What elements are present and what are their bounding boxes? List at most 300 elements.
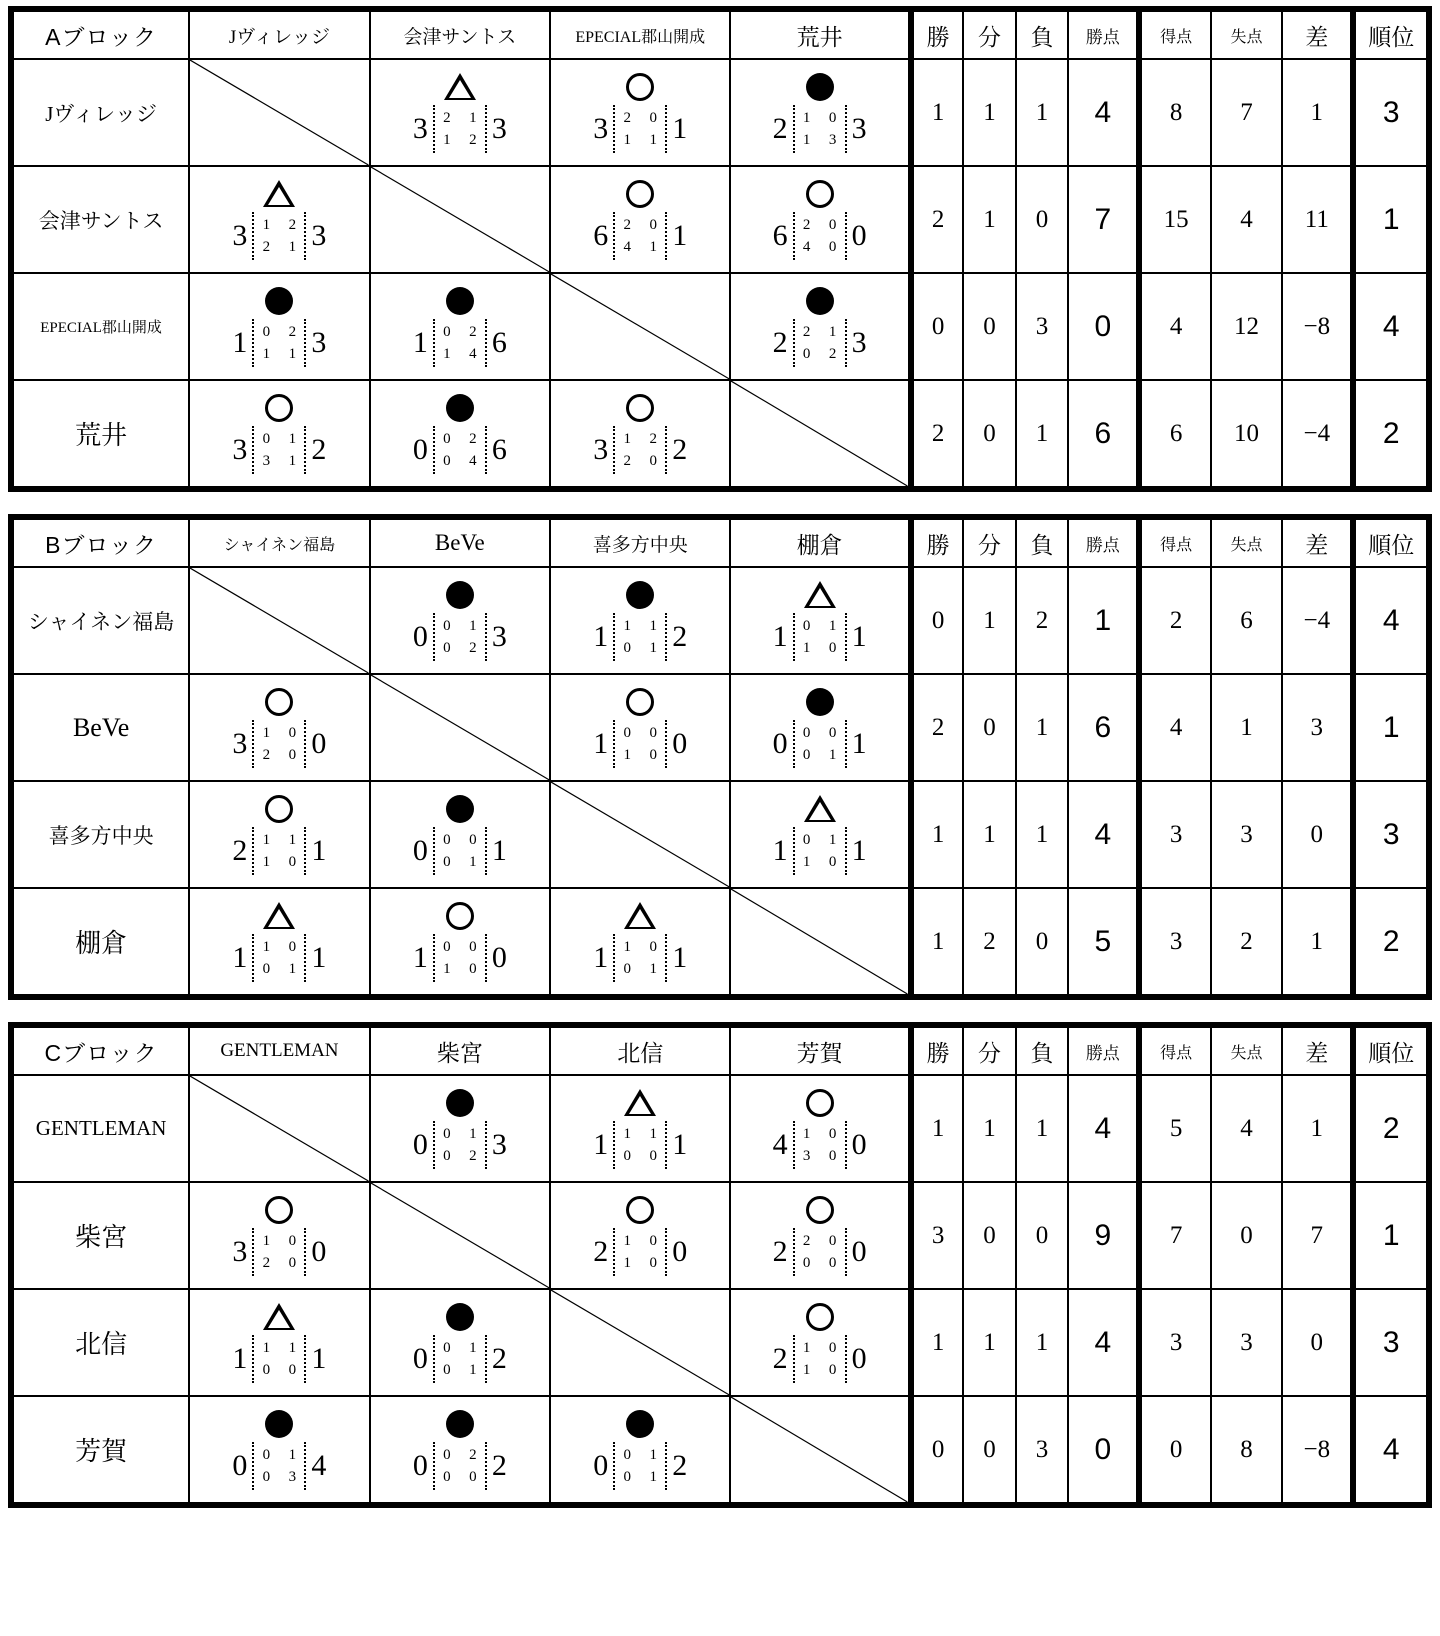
second-half-right: 1 [288, 238, 297, 255]
second-half-left: 0 [623, 639, 631, 656]
first-half-left: 0 [443, 323, 451, 340]
header-rank: 順位 [1353, 1027, 1427, 1075]
block-name: Cブロック [13, 1027, 189, 1075]
stat-draw: 0 [963, 1182, 1015, 1289]
column-team-header: 棚倉 [730, 519, 910, 567]
stat-rank: 2 [1353, 380, 1427, 487]
result-mark [371, 73, 549, 103]
second-half-left: 4 [802, 238, 811, 255]
score-right: 0 [851, 1127, 867, 1161]
stat-rank: 1 [1353, 1182, 1427, 1289]
loss-filled-circle-icon [446, 1089, 474, 1117]
result-mark [190, 180, 368, 210]
result-mark [731, 73, 907, 103]
second-half-left: 0 [443, 1361, 451, 1378]
result-mark [190, 287, 368, 317]
first-half-right: 0 [649, 216, 657, 233]
loss-filled-circle-icon [446, 1303, 474, 1331]
score-line [731, 1226, 907, 1278]
match-result-cell[interactable] [370, 567, 550, 674]
first-half-left: 0 [802, 724, 811, 741]
score-right: 1 [311, 940, 327, 974]
stat-goals-for: 7 [1139, 1182, 1210, 1289]
header-goals-against: 失点 [1211, 519, 1282, 567]
stat-draw: 1 [963, 59, 1015, 166]
score-line [190, 718, 368, 770]
score-left: 0 [412, 1448, 428, 1482]
score-right: 1 [672, 111, 688, 145]
second-half-right: 2 [828, 345, 837, 362]
stat-goals-against: 0 [1211, 1182, 1282, 1289]
standings-table [12, 10, 1428, 488]
score-line [731, 611, 907, 663]
result-mark [190, 902, 368, 932]
result-mark [371, 795, 549, 825]
half-scores [433, 827, 487, 875]
match-result-cell[interactable] [550, 1396, 730, 1503]
column-team-header: シャイネン福島 [189, 519, 369, 567]
self-match-diagonal-cell [550, 781, 730, 888]
row-team-name: BeVe [13, 674, 189, 781]
column-team-header: 北信 [550, 1027, 730, 1075]
match-result-cell[interactable] [730, 273, 910, 380]
score-right: 3 [491, 1127, 507, 1161]
second-half-right: 0 [828, 853, 837, 870]
first-half-left: 0 [443, 1446, 451, 1463]
draw-triangle-icon [444, 73, 476, 100]
result-mark [371, 394, 549, 424]
second-half-right: 1 [649, 238, 657, 255]
header-goals-against: 失点 [1211, 11, 1282, 59]
match-result-cell[interactable] [730, 1289, 910, 1396]
second-half-left: 1 [443, 131, 451, 148]
result-mark [731, 1303, 907, 1333]
draw-win-open-circle-icon [265, 688, 293, 716]
match-result-cell[interactable] [730, 674, 910, 781]
self-match-diagonal-cell [550, 273, 730, 380]
stat-points: 6 [1068, 380, 1139, 487]
first-half-right: 1 [469, 617, 477, 634]
result-mark [371, 1410, 549, 1440]
score-right: 6 [491, 432, 507, 466]
stat-goals-against: 7 [1211, 59, 1282, 166]
stat-loss: 0 [1016, 888, 1068, 995]
second-half-left: 0 [623, 1147, 631, 1164]
score-line [371, 103, 549, 155]
half-scores [793, 105, 847, 153]
result-mark [371, 1089, 549, 1119]
self-match-diagonal-cell [370, 674, 550, 781]
second-half-left: 1 [623, 131, 631, 148]
match-result-cell[interactable] [189, 380, 369, 487]
header-rank: 順位 [1353, 519, 1427, 567]
match-result-cell[interactable] [730, 59, 910, 166]
match-result-cell[interactable] [189, 781, 369, 888]
second-half-left: 0 [262, 1361, 271, 1378]
score-line [190, 317, 368, 369]
stat-rank: 3 [1353, 1289, 1427, 1396]
match-result-cell[interactable] [550, 166, 730, 273]
match-result-cell[interactable] [370, 59, 550, 166]
score-line [371, 1333, 549, 1385]
first-half-right: 0 [288, 1232, 297, 1249]
column-team-header: BeVe [370, 519, 550, 567]
match-result-cell[interactable] [370, 380, 550, 487]
stat-points: 4 [1068, 59, 1139, 166]
score-right: 0 [491, 940, 507, 974]
stat-win: 0 [911, 1396, 963, 1503]
second-half-right: 2 [469, 639, 477, 656]
result-mark [190, 795, 368, 825]
score-line [371, 825, 549, 877]
stat-points: 6 [1068, 674, 1139, 781]
score-left: 0 [772, 726, 788, 760]
match-result-cell[interactable] [189, 273, 369, 380]
row-team-name: Jヴィレッジ [13, 59, 189, 166]
stat-draw: 1 [963, 567, 1015, 674]
second-half-right: 0 [469, 960, 477, 977]
second-half-right: 0 [828, 238, 837, 255]
score-line [190, 1440, 368, 1492]
draw-win-open-circle-icon [265, 1196, 293, 1224]
match-result-cell[interactable] [550, 674, 730, 781]
stat-rank: 2 [1353, 888, 1427, 995]
header-goals-for: 得点 [1139, 1027, 1210, 1075]
first-half-right: 0 [828, 1339, 837, 1356]
score-left: 1 [412, 325, 428, 359]
result-mark [190, 394, 368, 424]
stat-win: 2 [911, 166, 963, 273]
stat-goals-against: 8 [1211, 1396, 1282, 1503]
result-mark [371, 287, 549, 317]
column-team-header: 荒井 [730, 11, 910, 59]
draw-triangle-icon [804, 795, 836, 822]
second-half-left: 1 [802, 853, 811, 870]
score-left: 3 [232, 218, 248, 252]
header-loss: 負 [1016, 1027, 1068, 1075]
result-mark [190, 1410, 368, 1440]
score-left: 2 [772, 1234, 788, 1268]
match-result-cell[interactable] [370, 888, 550, 995]
half-scores [613, 1121, 667, 1169]
table-row [13, 59, 1427, 166]
second-half-right: 1 [649, 639, 657, 656]
half-scores [433, 934, 487, 982]
stat-win: 1 [911, 59, 963, 166]
score-left: 6 [593, 218, 609, 252]
first-half-left: 0 [802, 617, 811, 634]
half-scores [433, 1442, 487, 1490]
second-half-left: 1 [262, 345, 271, 362]
table-row [13, 1396, 1427, 1503]
second-half-left: 0 [802, 746, 811, 763]
table-row [13, 273, 1427, 380]
stat-goals-against: 2 [1211, 888, 1282, 995]
score-right: 2 [672, 432, 688, 466]
stat-goals-against: 12 [1211, 273, 1282, 380]
stat-goal-diff: −4 [1282, 380, 1353, 487]
second-half-right: 0 [828, 1147, 837, 1164]
stat-goal-diff: −4 [1282, 567, 1353, 674]
first-half-left: 1 [623, 1232, 631, 1249]
first-half-left: 0 [443, 430, 451, 447]
first-half-right: 2 [288, 216, 297, 233]
second-half-left: 3 [262, 452, 271, 469]
second-half-right: 0 [288, 853, 297, 870]
stat-goal-diff: 1 [1282, 888, 1353, 995]
match-result-cell[interactable] [370, 273, 550, 380]
score-line [551, 424, 729, 476]
match-result-cell[interactable] [189, 888, 369, 995]
second-half-right: 1 [649, 960, 657, 977]
match-result-cell[interactable] [550, 59, 730, 166]
stat-draw: 1 [963, 1289, 1015, 1396]
column-team-header: EPECIAL郡山開成 [550, 11, 730, 59]
self-match-diagonal-cell [189, 567, 369, 674]
self-match-diagonal-cell [189, 59, 369, 166]
score-line [190, 1226, 368, 1278]
first-half-right: 2 [469, 1446, 477, 1463]
second-half-right: 0 [828, 1254, 837, 1271]
score-left: 1 [772, 619, 788, 653]
first-half-right: 1 [649, 1446, 657, 1463]
score-right: 3 [311, 218, 327, 252]
draw-win-open-circle-icon [265, 795, 293, 823]
header-goal-diff: 差 [1282, 11, 1353, 59]
row-team-name: シャイネン福島 [13, 567, 189, 674]
header-win: 勝 [911, 1027, 963, 1075]
half-scores [252, 212, 306, 260]
stat-win: 0 [911, 567, 963, 674]
match-result-cell[interactable] [189, 1396, 369, 1503]
match-result-cell[interactable] [189, 1182, 369, 1289]
match-result-cell[interactable] [550, 1182, 730, 1289]
result-mark [190, 688, 368, 718]
match-result-cell[interactable] [550, 380, 730, 487]
stat-loss: 1 [1016, 674, 1068, 781]
result-mark [371, 902, 549, 932]
match-result-cell[interactable] [550, 567, 730, 674]
first-half-right: 0 [469, 938, 477, 955]
table-row [13, 888, 1427, 995]
draw-triangle-icon [263, 902, 295, 929]
match-result-cell[interactable] [730, 781, 910, 888]
table-row [13, 166, 1427, 273]
half-scores [613, 426, 667, 474]
header-draw: 分 [963, 11, 1015, 59]
half-scores [613, 934, 667, 982]
first-half-left: 0 [802, 831, 811, 848]
row-team-name: 喜多方中央 [13, 781, 189, 888]
match-result-cell[interactable] [370, 781, 550, 888]
score-right: 1 [672, 940, 688, 974]
stat-goals-for: 8 [1139, 59, 1210, 166]
first-half-right: 1 [649, 617, 657, 634]
score-left: 3 [593, 432, 609, 466]
second-half-left: 0 [262, 960, 271, 977]
second-half-right: 0 [288, 1361, 297, 1378]
score-line [551, 103, 729, 155]
half-scores [252, 934, 306, 982]
second-half-left: 1 [262, 853, 271, 870]
header-draw: 分 [963, 1027, 1015, 1075]
first-half-right: 2 [288, 323, 297, 340]
second-half-right: 1 [288, 345, 297, 362]
header-goals-for: 得点 [1139, 11, 1210, 59]
table-header-row [13, 519, 1427, 567]
self-match-diagonal-cell [730, 380, 910, 487]
result-mark [731, 1089, 907, 1119]
stat-draw: 0 [963, 674, 1015, 781]
score-left: 3 [232, 432, 248, 466]
result-mark [190, 1303, 368, 1333]
stat-loss: 3 [1016, 1396, 1068, 1503]
score-left: 2 [772, 325, 788, 359]
draw-win-open-circle-icon [806, 180, 834, 208]
draw-win-open-circle-icon [806, 1089, 834, 1117]
first-half-right: 1 [828, 323, 837, 340]
second-half-right: 1 [469, 1361, 477, 1378]
match-result-cell[interactable] [189, 1289, 369, 1396]
score-right: 0 [311, 726, 327, 760]
header-goals-against: 失点 [1211, 1027, 1282, 1075]
match-result-cell[interactable] [730, 1075, 910, 1182]
stat-loss: 0 [1016, 166, 1068, 273]
table-row [13, 1075, 1427, 1182]
first-half-right: 0 [649, 938, 657, 955]
match-result-cell[interactable] [370, 1075, 550, 1182]
score-left: 1 [232, 1341, 248, 1375]
match-result-cell[interactable] [730, 166, 910, 273]
result-mark [731, 287, 907, 317]
stat-rank: 4 [1353, 567, 1427, 674]
header-rank: 順位 [1353, 11, 1427, 59]
first-half-left: 0 [443, 617, 451, 634]
stat-goals-for: 4 [1139, 273, 1210, 380]
table-row [13, 1289, 1427, 1396]
stat-loss: 2 [1016, 567, 1068, 674]
score-left: 4 [772, 1127, 788, 1161]
score-right: 2 [311, 432, 327, 466]
match-result-cell[interactable] [189, 674, 369, 781]
second-half-right: 3 [288, 1468, 297, 1485]
stat-goal-diff: 0 [1282, 781, 1353, 888]
column-team-header: Jヴィレッジ [189, 11, 369, 59]
second-half-right: 0 [469, 1468, 477, 1485]
first-half-right: 0 [288, 938, 297, 955]
score-left: 1 [232, 940, 248, 974]
loss-filled-circle-icon [265, 1410, 293, 1438]
half-scores [433, 1121, 487, 1169]
match-result-cell[interactable] [730, 567, 910, 674]
first-half-left: 2 [802, 216, 811, 233]
first-half-left: 0 [443, 1339, 451, 1356]
match-result-cell[interactable] [730, 1182, 910, 1289]
score-line [190, 825, 368, 877]
half-scores [433, 613, 487, 661]
block-table-2 [8, 514, 1432, 1000]
first-half-left: 1 [802, 1339, 811, 1356]
stat-points: 4 [1068, 781, 1139, 888]
half-scores [433, 105, 487, 153]
second-half-right: 1 [828, 746, 837, 763]
first-half-left: 1 [802, 109, 811, 126]
second-half-left: 1 [623, 1254, 631, 1271]
first-half-left: 0 [262, 430, 271, 447]
first-half-left: 1 [623, 938, 631, 955]
row-team-name: 会津サントス [13, 166, 189, 273]
result-mark [731, 688, 907, 718]
score-left: 1 [593, 1127, 609, 1161]
first-half-right: 2 [469, 323, 477, 340]
stat-rank: 3 [1353, 781, 1427, 888]
column-team-header: GENTLEMAN [189, 1027, 369, 1075]
draw-triangle-icon [624, 1089, 656, 1116]
first-half-right: 1 [828, 617, 837, 634]
second-half-left: 0 [623, 1468, 631, 1485]
loss-filled-circle-icon [446, 581, 474, 609]
match-result-cell[interactable] [370, 1396, 550, 1503]
match-result-cell[interactable] [370, 1289, 550, 1396]
score-line [551, 718, 729, 770]
score-right: 3 [311, 325, 327, 359]
block-name: Aブロック [13, 11, 189, 59]
stat-rank: 3 [1353, 59, 1427, 166]
first-half-left: 0 [262, 323, 271, 340]
stat-points: 4 [1068, 1289, 1139, 1396]
match-result-cell[interactable] [550, 888, 730, 995]
table-row [13, 1182, 1427, 1289]
first-half-left: 2 [623, 109, 631, 126]
first-half-right: 0 [288, 724, 297, 741]
second-half-left: 4 [623, 238, 631, 255]
second-half-right: 2 [469, 1147, 477, 1164]
score-right: 3 [491, 111, 507, 145]
second-half-right: 1 [288, 452, 297, 469]
stat-win: 1 [911, 1289, 963, 1396]
half-scores [252, 319, 306, 367]
first-half-left: 2 [623, 216, 631, 233]
stat-draw: 2 [963, 888, 1015, 995]
row-team-name: 荒井 [13, 380, 189, 487]
first-half-left: 0 [443, 831, 451, 848]
row-team-name: 棚倉 [13, 888, 189, 995]
stat-draw: 1 [963, 781, 1015, 888]
score-line [731, 210, 907, 262]
header-points: 勝点 [1068, 519, 1139, 567]
half-scores [793, 319, 847, 367]
first-half-right: 1 [288, 430, 297, 447]
self-match-diagonal-cell [370, 166, 550, 273]
loss-filled-circle-icon [806, 688, 834, 716]
score-right: 2 [672, 1448, 688, 1482]
score-left: 2 [593, 1234, 609, 1268]
stat-points: 1 [1068, 567, 1139, 674]
match-result-cell[interactable] [189, 166, 369, 273]
score-left: 2 [232, 833, 248, 867]
stat-goals-for: 15 [1139, 166, 1210, 273]
stat-rank: 1 [1353, 166, 1427, 273]
second-half-right: 0 [649, 1147, 657, 1164]
second-half-right: 0 [828, 1361, 837, 1378]
second-half-right: 0 [649, 746, 657, 763]
match-result-cell[interactable] [550, 1075, 730, 1182]
second-half-left: 1 [623, 746, 631, 763]
draw-win-open-circle-icon [626, 73, 654, 101]
score-right: 1 [851, 833, 867, 867]
score-line [731, 825, 907, 877]
score-line [190, 932, 368, 984]
